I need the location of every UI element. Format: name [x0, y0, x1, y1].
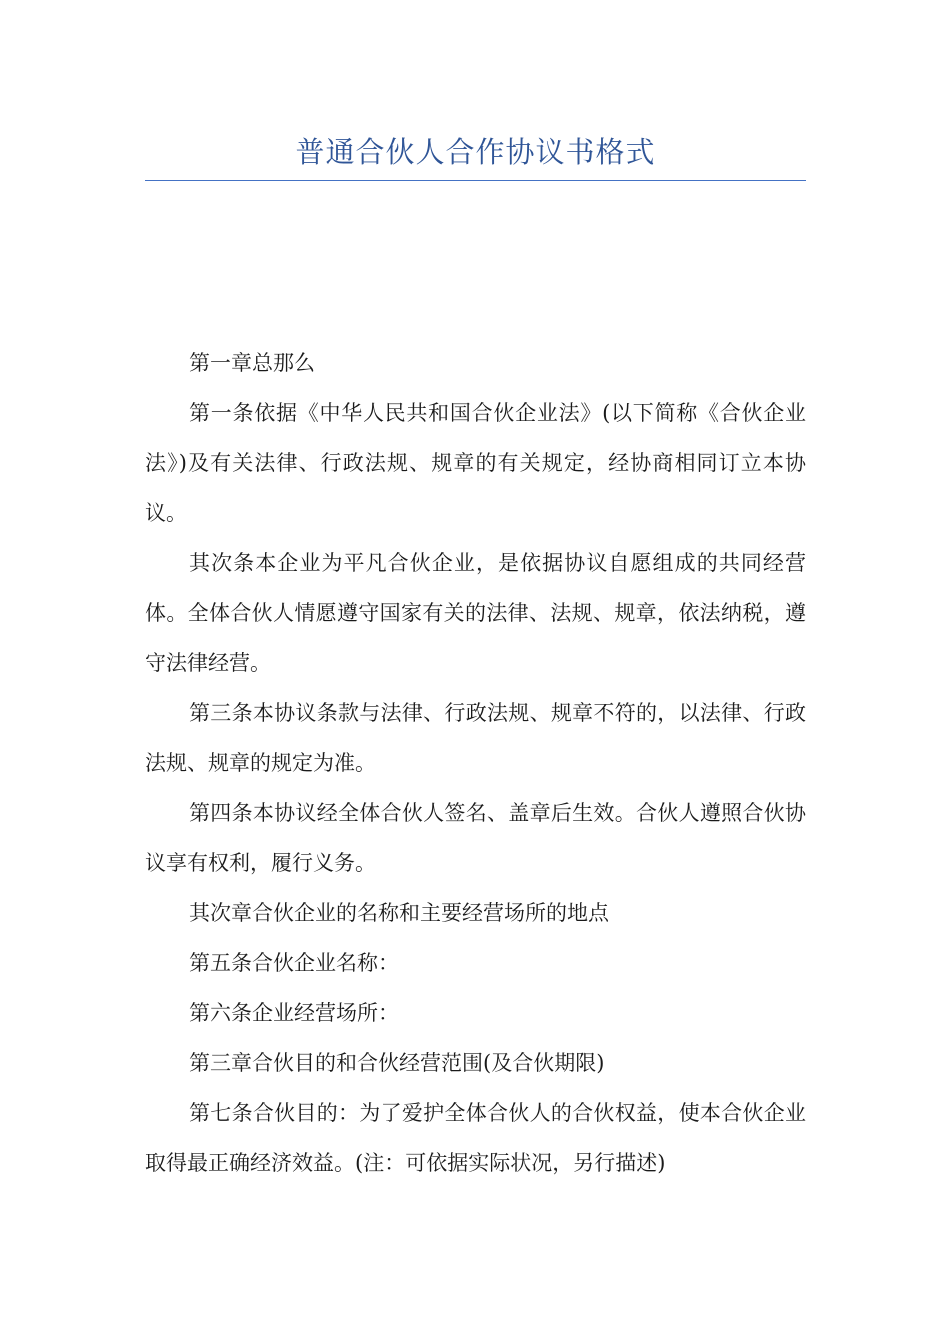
chapter-2-heading: 其次章合伙企业的名称和主要经营场所的地点: [189, 901, 609, 925]
article-2: 其次条本企业为平凡合伙企业，是依据协议自愿组成的共同经营体。全体合伙人情愿遵守国家有关的法律、法规、规章，依法纳税，遵守法律经营。: [145, 551, 806, 675]
article-5: 第五条合伙企业名称：: [189, 951, 399, 975]
chapter-1-heading: 第一章总那么: [189, 351, 315, 375]
article-3: 第三条本协议条款与法律、行政法规、规章不符的，以法律、行政法规、规章的规定为准。: [145, 701, 806, 775]
chapter-3-heading: 第三章合伙目的和合伙经营范围(及合伙期限): [189, 1051, 605, 1075]
title-underline: [145, 180, 806, 181]
article-1: 第一条依据《中华人民共和国合伙企业法》(以下简称《合伙企业法》)及有关法律、行政法规、规章的有关规定，经协商相同订立本协议。: [145, 401, 806, 525]
document-body: [145, 338, 806, 1188]
article-7: 第七条合伙目的：为了爱护全体合伙人的合伙权益，使本合伙企业取得最正确经济效益。(注：可依据实际状况，另行描述): [145, 1101, 806, 1175]
article-6: 第六条企业经营场所：: [189, 1001, 399, 1025]
document-title: 普通合伙人合作协议书格式: [295, 135, 656, 169]
article-4: 第四条本协议经全体合伙人签名、盖章后生效。合伙人遵照合伙协议享有权利，履行义务。: [145, 801, 806, 875]
